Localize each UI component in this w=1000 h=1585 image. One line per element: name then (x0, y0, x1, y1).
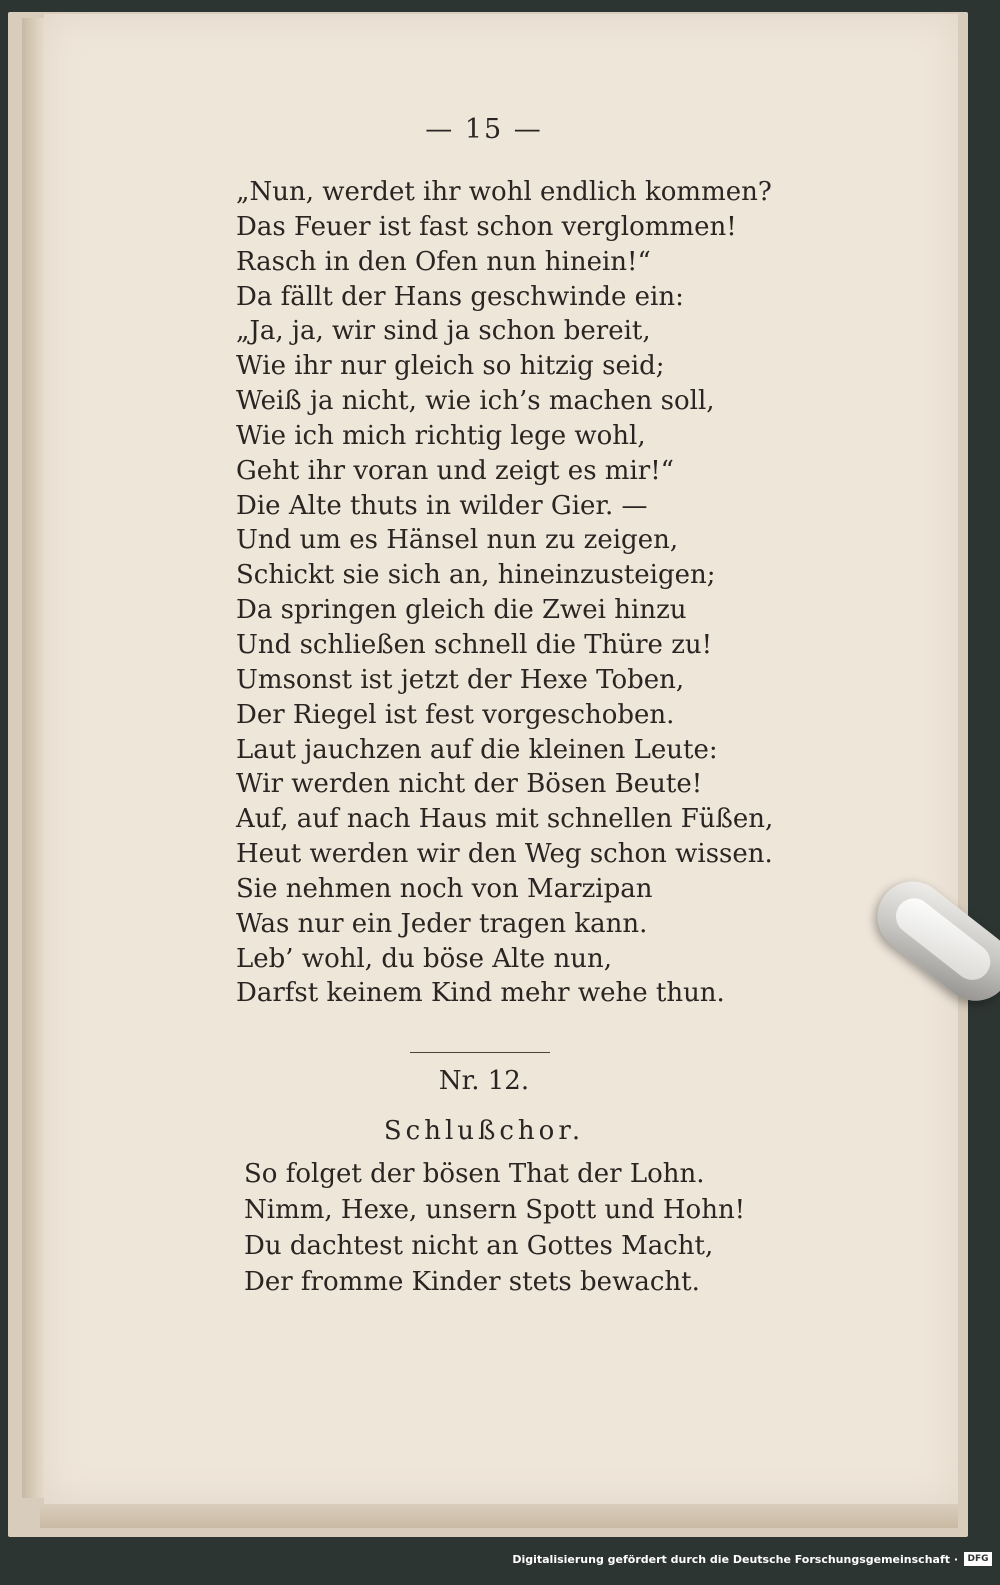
poem-line: Das Feuer ist fast schon verglommen! (236, 211, 737, 242)
section-title: Schlußchor. (383, 1116, 585, 1146)
chorus-line: Nimm, Hexe, unsern Spott und Hohn! (244, 1195, 746, 1225)
poem-line: Weiß ja nicht, wie ich’s machen soll, (236, 386, 715, 417)
poem-line: Rasch in den Ofen nun hinein!“ (236, 246, 651, 277)
poem-line: Die Alte thuts in wilder Gier. — (236, 490, 648, 521)
poem-line: „Ja, ja, wir sind ja schon bereit, (236, 316, 651, 347)
chorus-line: Der fromme Kinder stets bewacht. (244, 1267, 700, 1297)
poem-line: Was nur ein Jeder tragen kann. (236, 908, 648, 939)
poem-line: Da springen gleich die Zwei hinzu (236, 595, 687, 626)
poem-line: Sie nehmen noch von Marzipan (236, 873, 653, 904)
section-divider (410, 1052, 550, 1053)
chorus-text (244, 1156, 745, 1300)
poem-line: Leb’ wohl, du böse Alte nun, (236, 943, 612, 974)
poem-line: Wie ich mich richtig lege wohl, (236, 420, 646, 451)
dfg-logo: DFG (964, 1552, 992, 1566)
poem-line: Und schließen schnell die Thüre zu! (236, 629, 713, 660)
page-number: — 15 — (425, 114, 543, 145)
section-number: Nr. 12. (438, 1066, 530, 1096)
poem-text (236, 175, 773, 1011)
poem-line: Wie ihr nur gleich so hitzig seid; (236, 351, 665, 382)
page-edge (40, 1504, 958, 1528)
poem-line: Und um es Hänsel nun zu zeigen, (236, 525, 679, 556)
poem-line: Heut werden wir den Weg schon wissen. (236, 839, 773, 870)
spine-shadow (22, 18, 44, 1498)
poem-line: „Nun, werdet ihr wohl endlich kommen? (236, 177, 772, 207)
poem-line: Laut jauchzen auf die kleinen Leute: (236, 734, 718, 765)
poem-line: Umsonst ist jetzt der Hexe Toben, (236, 664, 685, 695)
poem-line: Darfst keinem Kind mehr wehe thun. (236, 978, 725, 1009)
poem-line: Auf, auf nach Haus mit schnellen Füßen, (236, 804, 774, 835)
poem-line: Geht ihr voran und zeigt es mir!“ (236, 455, 674, 486)
poem-line: Da fällt der Hans geschwinde ein: (236, 281, 684, 312)
poem-line: Der Riegel ist fest vorgeschoben. (236, 699, 675, 730)
chorus-line: So folget der bösen That der Lohn. (244, 1159, 705, 1189)
poem-line: Schickt sie sich an, hineinzusteigen; (236, 560, 716, 591)
chorus-line: Du dachtest nicht an Gottes Macht, (244, 1231, 714, 1261)
poem-line: Wir werden nicht der Bösen Beute! (236, 769, 703, 800)
footer-credit: Digitalisierung gefördert durch die Deutsche Forschungsgemeinschaft · (512, 1553, 958, 1566)
